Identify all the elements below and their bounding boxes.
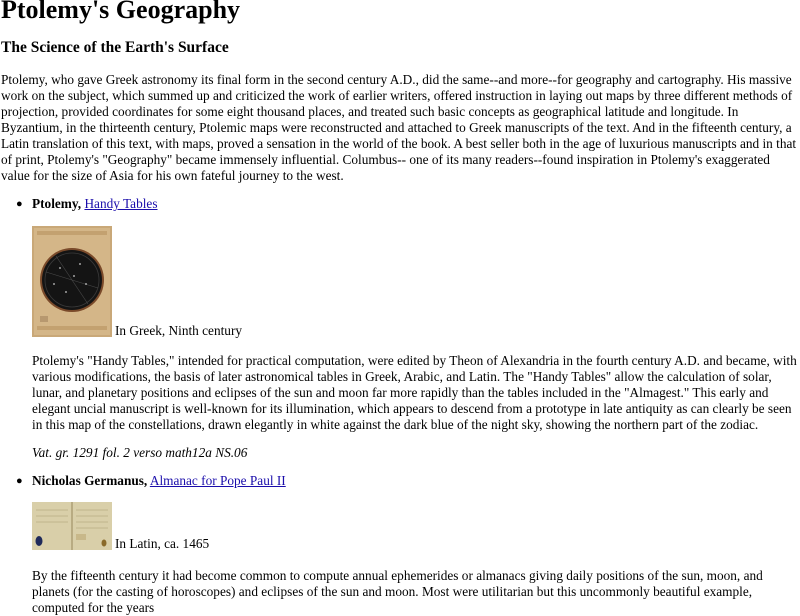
thumbnail-row: [32, 226, 242, 337]
star-chart-manuscript-thumbnail[interactable]: [32, 226, 112, 337]
list-item-header: [32, 196, 158, 212]
item-description: Ptolemy's "Handy Tables," intended for practical computation, were edited by Theon of Alexandria in the fourth century A.D. and became, with various modifications, the basis of later astronomical tables in Greek, Arabic, and Latin. The "Handy Tables" allow the calculation of solar, lunar, and planetary positions and eclipses of the sun and moon far more rapidly than the tables included in the "Almagest." This early and elegant uncial manuscript is well-known for its illumination, which appears to descend from a prototype in late antiquity as can clearly be seen in this map of the constellations, drawn elegantly in white against the dark blue of the night sky, showing the northern part of the zodiac.: [32, 353, 797, 432]
list-item-header: [32, 473, 286, 489]
almanac-manuscript-thumbnail[interactable]: [32, 502, 112, 550]
item-citation: Vat. gr. 1291 fol. 2 verso math12a NS.06: [32, 445, 248, 460]
intro-paragraph: Ptolemy, who gave Greek astronomy its final form in the second century A.D., did the same--and more--for geography and cartography. His massive work on the subject, which summed up and criticized the work of earlier writers, offered instruction in laying out maps by three different methods of projection, provided coordinates for some eight thousand places, and treated such basic concepts as geographical latitude and longitude. In Byzantium, in the thirteenth century, Ptolemic maps were reconstructed and attached to Greek manuscripts of the text. And in the fifteenth century, a Latin translation of this text, with maps, proved a sensation in the world of the book. A best seller both in the age of luxurious manuscripts and in that of print, Ptolemy's "Geography" became immensely influential. Columbus-- one of its many readers--found inspiration in Ptolemy's exaggerated value for the size of Asia for his own fateful journey to the west.: [1, 72, 797, 183]
bullet-icon: ●: [16, 475, 23, 487]
page-title: Ptolemy's Geography: [1, 0, 241, 24]
item-author: Ptolemy,: [32, 196, 82, 211]
item-description: By the fifteenth century it had become common to compute annual ephemerides or almanacs giving daily positions of the sun, moon, and planets (for the casting of horoscopes) and eclipses of the sun and moon. Most were utilitarian but this uncommonly beautiful example, computed for the years: [32, 568, 763, 615]
almanac-link[interactable]: Almanac for Pope Paul II: [149, 473, 286, 488]
item-author: Nicholas Germanus,: [32, 473, 148, 488]
handy-tables-link[interactable]: Handy Tables: [84, 196, 158, 211]
thumbnail-caption: In Latin, ca. 1465: [115, 536, 210, 551]
page-subtitle: The Science of the Earth's Surface: [1, 39, 229, 56]
thumbnail-row: [32, 502, 209, 550]
thumbnail-caption: In Greek, Ninth century: [115, 323, 243, 338]
bullet-icon: ●: [16, 198, 23, 210]
